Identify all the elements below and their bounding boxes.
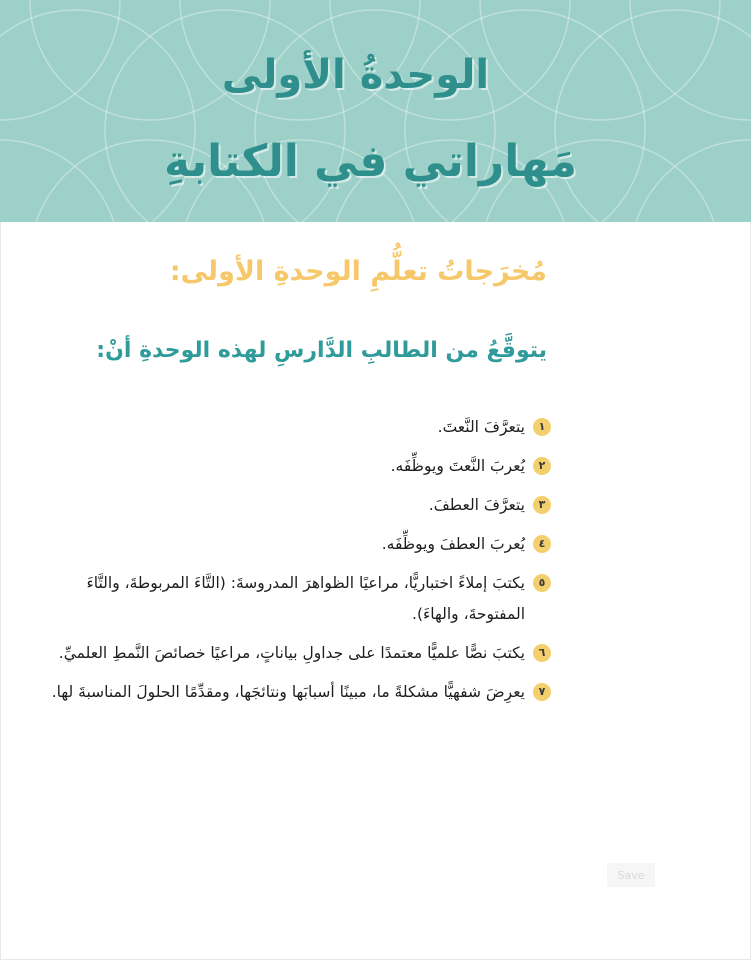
outcome-text: يُعربَ النَّعتَ ويوظِّفَه. bbox=[390, 457, 525, 475]
unit-name-title: مَهاراتي في الكتابةِ bbox=[163, 136, 578, 187]
outcome-item bbox=[31, 451, 551, 482]
arabesque-pattern bbox=[0, 0, 751, 222]
unit-banner bbox=[0, 0, 751, 222]
learning-outcomes-heading: مُخرَجاتُ تعلُّمِ الوحدةِ الأولى: bbox=[169, 256, 547, 287]
outcome-number-badge: ٦ bbox=[533, 644, 551, 662]
save-button[interactable]: Save bbox=[607, 863, 655, 887]
outcome-number-badge: ٧ bbox=[533, 683, 551, 701]
outcome-text: يكتبَ نصًّا علميًّا معتمدًا على جداولِ بياناتٍ، مراعيًا خصائصَ النَّمطِ العلميِّ. bbox=[58, 644, 525, 662]
outcome-item bbox=[31, 490, 551, 521]
outcome-text: يتعرَّفَ العطفَ. bbox=[428, 496, 525, 514]
unit-number-title: الوحدةُ الأولى bbox=[221, 52, 490, 98]
outcome-number-badge: ٣ bbox=[533, 496, 551, 514]
outcome-text: يكتبَ إملاءً اختباريًّا، مراعيًا الظواهرَ المدروسةَ: (التَّاءَ المربوطةَ، والتَّاءَ المفتوحةَ، والهاءَ). bbox=[86, 574, 525, 623]
outcome-text: يُعربَ العطفَ ويوظِّفَه. bbox=[381, 535, 525, 553]
outcome-number-badge: ٥ bbox=[533, 574, 551, 592]
outcome-text: يعرِضَ شفهيًّا مشكلةً ما، مبينًا أسبابَها ونتائجَها، ومقدِّمًا الحلولَ المناسبةَ لها. bbox=[51, 683, 525, 701]
outcome-item bbox=[31, 412, 551, 443]
outcome-number-badge: ٤ bbox=[533, 535, 551, 553]
outcome-item bbox=[31, 677, 551, 708]
outcome-number-badge: ١ bbox=[533, 418, 551, 436]
outcome-text: يتعرَّفَ النَّعتَ. bbox=[437, 418, 525, 436]
expectation-statement: يتوقَّعُ من الطالبِ الدَّارسِ لهذه الوحدةِ أنْ: bbox=[96, 338, 547, 363]
outcome-item bbox=[31, 568, 551, 630]
outcome-item bbox=[31, 638, 551, 669]
outcome-number-badge: ٢ bbox=[533, 457, 551, 475]
learning-outcomes-list bbox=[31, 412, 551, 716]
outcome-item bbox=[31, 529, 551, 560]
